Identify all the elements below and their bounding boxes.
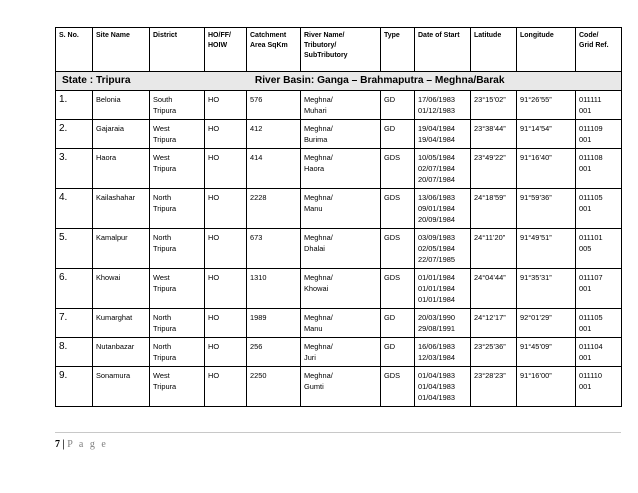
cell-site-name: Khowai [93, 269, 150, 309]
cell-latitude: 23°49’22” [471, 149, 517, 189]
cell-date-of-start-line: 17/06/1983 [418, 95, 455, 104]
col-header-district: District [150, 28, 205, 72]
table-row [56, 229, 622, 269]
cell-district-line: Tripura [153, 135, 177, 144]
table-row [56, 120, 622, 149]
cell-longitude: 91°26’55” [517, 91, 576, 120]
cell-code-line: 001 [579, 284, 592, 293]
cell-date-of-start-line: 01/12/1983 [418, 106, 455, 115]
cell-code-line: 001 [579, 135, 592, 144]
cell-river [301, 229, 381, 269]
cell-date-of-start-line: 20/07/1984 [418, 175, 455, 184]
cell-catchment-area: 2250 [247, 367, 301, 407]
cell-date-of-start [415, 309, 471, 338]
table-row [56, 367, 622, 407]
cell-date-of-start [415, 120, 471, 149]
cell-site-name: Gajaraia [93, 120, 150, 149]
cell-type: GD [381, 338, 415, 367]
cell-ho: HO [205, 269, 247, 309]
page-word: P a g e [67, 439, 108, 450]
cell-site-name: Kamalpur [93, 229, 150, 269]
cell-type: GD [381, 91, 415, 120]
cell-date-of-start-line: 20/09/1984 [418, 215, 455, 224]
cell-river [301, 309, 381, 338]
cell-sno: 8. [56, 338, 93, 367]
cell-date-of-start-line: 19/04/1984 [418, 135, 455, 144]
cell-type: GDS [381, 269, 415, 309]
cell-latitude: 24°18’59” [471, 189, 517, 229]
col-header-latitude: Latitude [471, 28, 517, 72]
cell-river-line: Manu [304, 204, 323, 213]
table-header-row [56, 28, 622, 72]
cell-longitude: 91°14’54” [517, 120, 576, 149]
cell-district [150, 91, 205, 120]
cell-river [301, 338, 381, 367]
page-number-value: 7 [55, 439, 60, 450]
cell-sno: 1. [56, 91, 93, 120]
cell-river-line: Meghna/ [304, 233, 333, 242]
cell-longitude: 92°01’29” [517, 309, 576, 338]
cell-type: GD [381, 120, 415, 149]
cell-latitude: 24°11’20” [471, 229, 517, 269]
col-header-sno: S. No. [56, 28, 93, 72]
cell-date-of-start [415, 189, 471, 229]
cell-district-line: South [153, 95, 173, 104]
cell-district-line: West [153, 273, 170, 282]
cell-district-line: Tripura [153, 353, 177, 362]
cell-district-line: North [153, 342, 172, 351]
cell-longitude: 91°59’36” [517, 189, 576, 229]
cell-catchment-area: 2228 [247, 189, 301, 229]
cell-river [301, 367, 381, 407]
cell-code [576, 338, 622, 367]
cell-type: GDS [381, 189, 415, 229]
cell-district-line: Tripura [153, 164, 177, 173]
cell-district-line: West [153, 153, 170, 162]
col-header-catchment: Catchment Area SqKm [247, 28, 301, 72]
cell-river-line: Meghna/ [304, 153, 333, 162]
cell-longitude: 91°16’00” [517, 367, 576, 407]
cell-ho: HO [205, 120, 247, 149]
cell-district-line: North [153, 313, 172, 322]
cell-date-of-start [415, 269, 471, 309]
cell-ho: HO [205, 367, 247, 407]
cell-code-line: 011107 [579, 273, 603, 282]
cell-latitude: 23°15’02” [471, 91, 517, 120]
cell-date-of-start-line: 01/04/1983 [418, 393, 455, 402]
cell-date-of-start-line: 01/01/1984 [418, 284, 455, 293]
table-row [56, 91, 622, 120]
cell-code [576, 189, 622, 229]
cell-sno: 6. [56, 269, 93, 309]
cell-river-line: Khowai [304, 284, 329, 293]
cell-river-line: Manu [304, 324, 323, 333]
col-header-type: Type [381, 28, 415, 72]
cell-district-line: Tripura [153, 244, 177, 253]
cell-code [576, 229, 622, 269]
cell-date-of-start-line: 01/01/1984 [418, 295, 455, 304]
cell-code-line: 011104 [579, 342, 603, 351]
cell-date-of-start-line: 16/06/1983 [418, 342, 455, 351]
cell-district [150, 120, 205, 149]
state-basin-row [56, 72, 622, 91]
table-row [56, 149, 622, 189]
cell-catchment-area: 412 [247, 120, 301, 149]
cell-site-name: Kumarghat [93, 309, 150, 338]
cell-sno: 5. [56, 229, 93, 269]
cell-ho: HO [205, 91, 247, 120]
cell-date-of-start [415, 338, 471, 367]
cell-catchment-area: 576 [247, 91, 301, 120]
cell-district-line: Tripura [153, 382, 177, 391]
cell-district [150, 309, 205, 338]
cell-date-of-start-line: 29/08/1991 [418, 324, 455, 333]
cell-district-line: West [153, 124, 170, 133]
cell-code-line: 001 [579, 164, 592, 173]
cell-code-line: 011105 [579, 313, 603, 322]
cell-sno: 2. [56, 120, 93, 149]
cell-river [301, 189, 381, 229]
cell-code-line: 011111 [579, 95, 602, 104]
cell-district-line: North [153, 193, 172, 202]
cell-type: GDS [381, 149, 415, 189]
cell-site-name: Haora [93, 149, 150, 189]
cell-river-line: Haora [304, 164, 325, 173]
cell-latitude: 24°12’17” [471, 309, 517, 338]
col-header-site: Site Name [93, 28, 150, 72]
table-row [56, 309, 622, 338]
cell-date-of-start-line: 01/01/1984 [418, 273, 455, 282]
cell-code-line: 011109 [579, 124, 603, 133]
cell-district [150, 269, 205, 309]
cell-district [150, 149, 205, 189]
cell-district [150, 367, 205, 407]
cell-river [301, 120, 381, 149]
cell-code-line: 001 [579, 382, 592, 391]
cell-date-of-start [415, 367, 471, 407]
cell-river-line: Meghna/ [304, 342, 333, 351]
page-separator: | [60, 439, 68, 450]
cell-river-line: Dhalai [304, 244, 325, 253]
cell-sno: 9. [56, 367, 93, 407]
cell-date-of-start [415, 91, 471, 120]
cell-date-of-start-line: 22/07/1985 [418, 255, 455, 264]
cell-catchment-area: 256 [247, 338, 301, 367]
cell-district [150, 189, 205, 229]
cell-latitude: 23°38’44” [471, 120, 517, 149]
cell-date-of-start-line: 19/04/1984 [418, 124, 455, 133]
cell-code-line: 011110 [579, 371, 603, 380]
cell-latitude: 23°28’23” [471, 367, 517, 407]
state-label: State : Tripura [62, 75, 131, 86]
cell-date-of-start-line: 10/05/1984 [418, 153, 455, 162]
cell-river-line: Juri [304, 353, 316, 362]
cell-river-line: Meghna/ [304, 124, 333, 133]
cell-code-line: 001 [579, 324, 592, 333]
cell-date-of-start [415, 229, 471, 269]
cell-date-of-start-line: 01/04/1983 [418, 371, 455, 380]
cell-date-of-start-line: 01/04/1983 [418, 382, 455, 391]
cell-code [576, 269, 622, 309]
cell-district-line: West [153, 371, 170, 380]
river-basin-label: River Basin: Ganga – Brahmaputra – Meghna/Barak [254, 75, 505, 86]
page-number [55, 439, 108, 450]
cell-river-line: Muhari [304, 106, 327, 115]
cell-latitude: 24°04’44” [471, 269, 517, 309]
cell-river-line: Meghna/ [304, 193, 333, 202]
cell-district-line: Tripura [153, 324, 177, 333]
cell-date-of-start-line: 13/06/1983 [418, 193, 455, 202]
col-header-code: Code/ Grid Ref. [576, 28, 622, 72]
cell-date-of-start-line: 02/05/1984 [418, 244, 455, 253]
cell-catchment-area: 673 [247, 229, 301, 269]
cell-longitude: 91°35’31” [517, 269, 576, 309]
cell-date-of-start-line: 20/03/1990 [418, 313, 455, 322]
cell-sno: 3. [56, 149, 93, 189]
cell-date-of-start-line: 12/03/1984 [418, 353, 455, 362]
cell-code [576, 91, 622, 120]
cell-river-line: Meghna/ [304, 371, 333, 380]
cell-type: GD [381, 309, 415, 338]
table-row [56, 338, 622, 367]
cell-district-line: Tripura [153, 284, 177, 293]
table-row [56, 189, 622, 229]
col-header-longitude: Longitude [517, 28, 576, 72]
cell-code-line: 011101 [579, 233, 603, 242]
cell-ho: HO [205, 338, 247, 367]
cell-district-line: North [153, 233, 172, 242]
cell-site-name: Nutanbazar [93, 338, 150, 367]
cell-type: GDS [381, 229, 415, 269]
cell-sno: 7. [56, 309, 93, 338]
cell-river [301, 91, 381, 120]
page-footer [55, 432, 621, 458]
cell-code-line: 001 [579, 106, 592, 115]
cell-code [576, 149, 622, 189]
cell-code-line: 001 [579, 353, 592, 362]
cell-date-of-start-line: 03/09/1983 [418, 233, 455, 242]
cell-district [150, 338, 205, 367]
cell-ho: HO [205, 229, 247, 269]
cell-site-name: Sonamura [93, 367, 150, 407]
cell-river-line: Meghna/ [304, 313, 333, 322]
cell-code-line: 001 [579, 204, 592, 213]
cell-catchment-area: 1310 [247, 269, 301, 309]
cell-date-of-start-line: 09/01/1984 [418, 204, 455, 213]
cell-catchment-area: 1989 [247, 309, 301, 338]
cell-site-name: Belonia [93, 91, 150, 120]
cell-code [576, 309, 622, 338]
cell-ho: HO [205, 149, 247, 189]
cell-code-line: 005 [579, 244, 592, 253]
cell-code-line: 011108 [579, 153, 603, 162]
cell-code-line: 011105 [579, 193, 603, 202]
cell-river-line: Meghna/ [304, 273, 333, 282]
cell-type: GDS [381, 367, 415, 407]
cell-river [301, 149, 381, 189]
cell-ho: HO [205, 189, 247, 229]
col-header-hoff: HO/FF/ HOIW [205, 28, 247, 72]
cell-longitude: 91°16’40” [517, 149, 576, 189]
cell-district [150, 229, 205, 269]
gauge-sites-table [55, 27, 622, 407]
cell-river [301, 269, 381, 309]
cell-longitude: 91°45’09” [517, 338, 576, 367]
cell-district-line: Tripura [153, 106, 177, 115]
cell-river-line: Burima [304, 135, 328, 144]
cell-code [576, 367, 622, 407]
cell-district-line: Tripura [153, 204, 177, 213]
col-header-river: River Name/ Tributory/ SubTributory [301, 28, 381, 72]
cell-sno: 4. [56, 189, 93, 229]
cell-catchment-area: 414 [247, 149, 301, 189]
cell-longitude: 91°49’51” [517, 229, 576, 269]
cell-code [576, 120, 622, 149]
table-row [56, 269, 622, 309]
cell-date-of-start-line: 02/07/1984 [418, 164, 455, 173]
cell-date-of-start [415, 149, 471, 189]
cell-latitude: 23°25’36” [471, 338, 517, 367]
cell-river-line: Meghna/ [304, 95, 333, 104]
cell-site-name: Kailashahar [93, 189, 150, 229]
col-header-date: Date of Start [415, 28, 471, 72]
cell-ho: HO [205, 309, 247, 338]
cell-river-line: Gumti [304, 382, 324, 391]
